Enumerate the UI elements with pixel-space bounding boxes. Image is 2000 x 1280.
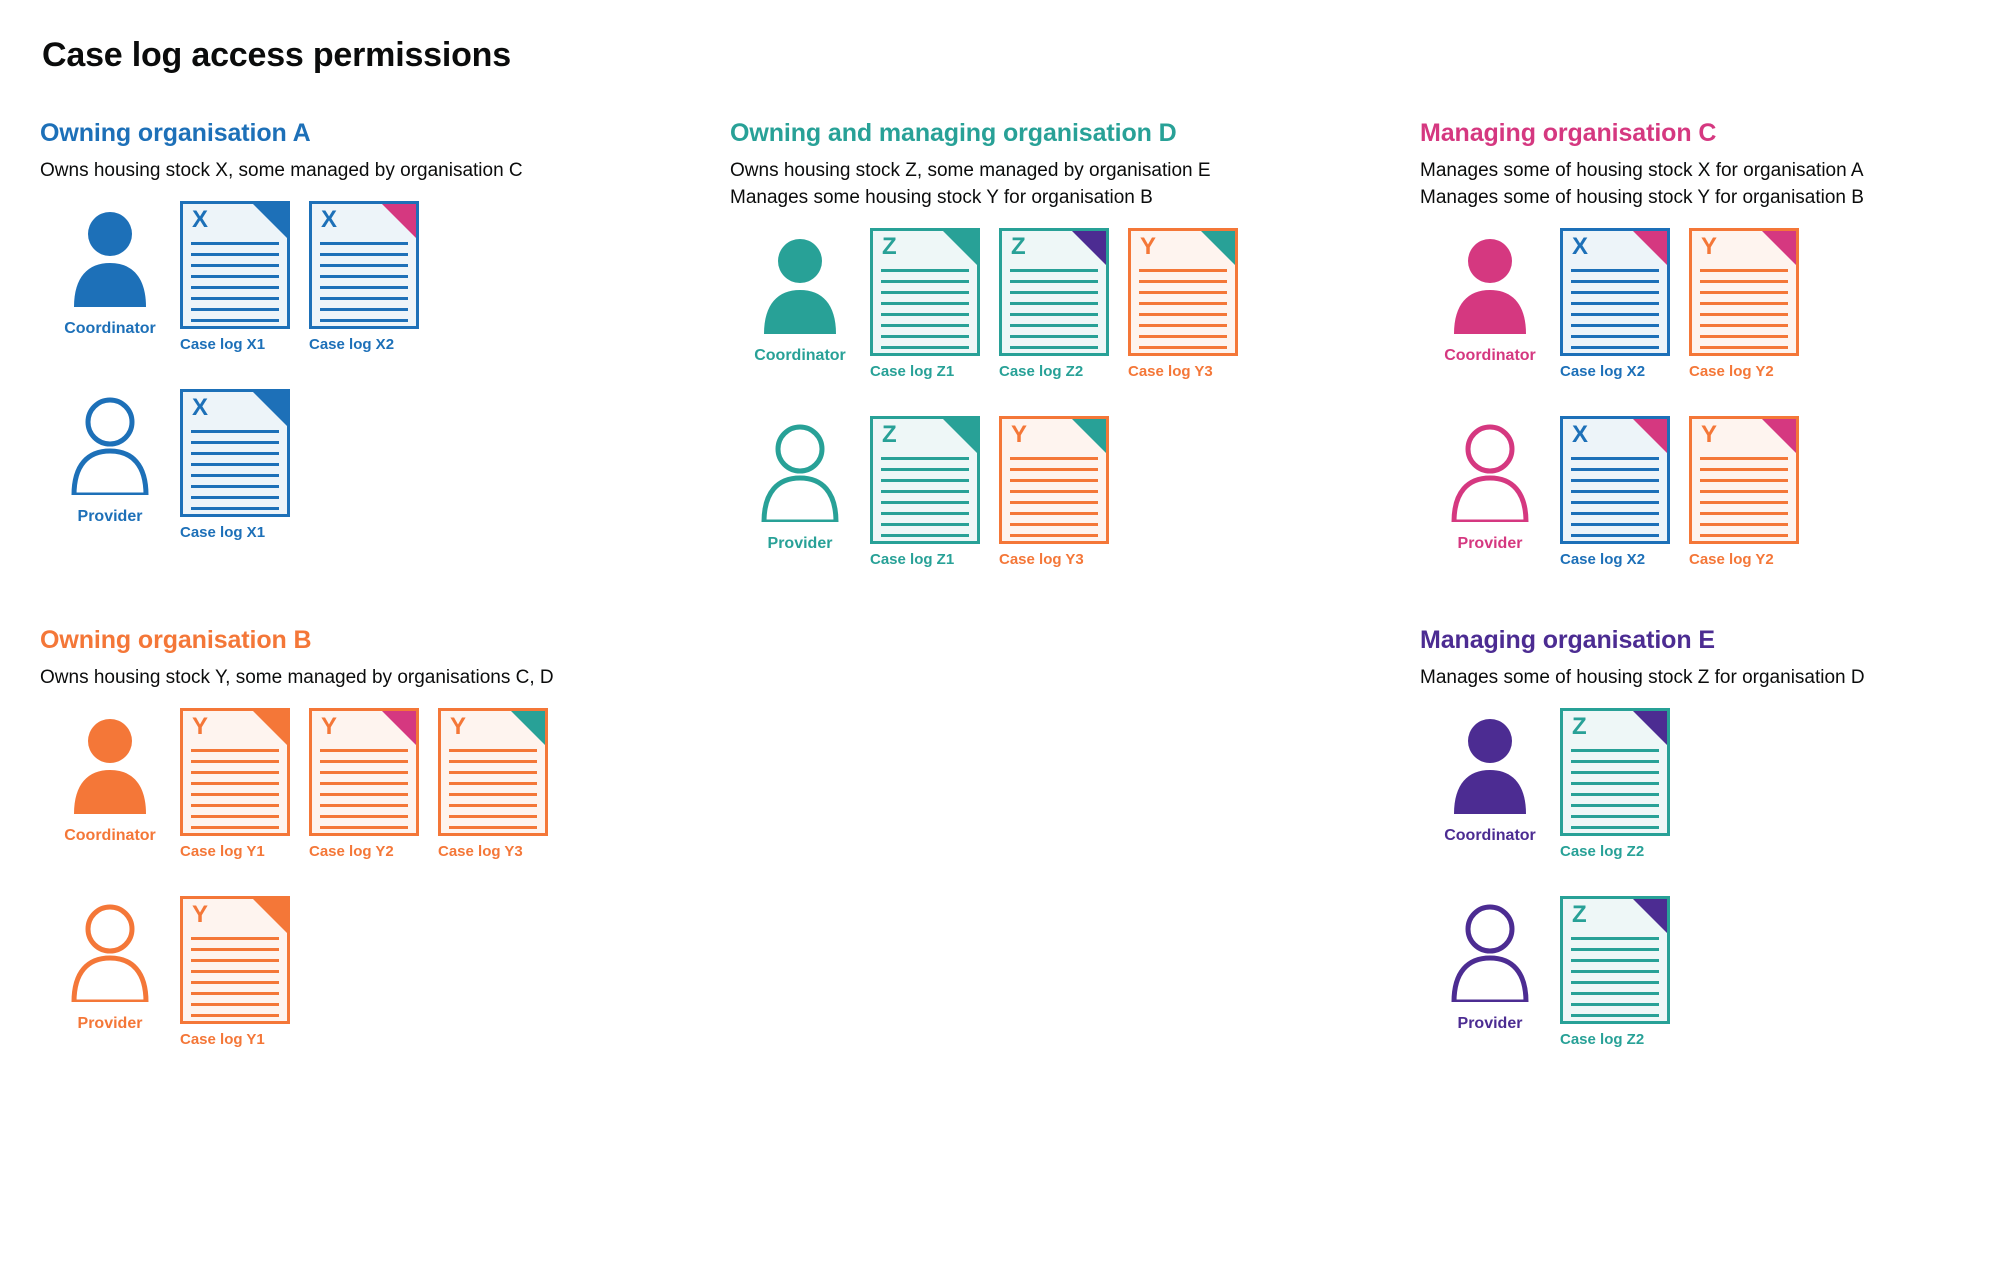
document-corner-fold-icon (1072, 419, 1106, 453)
role-label: Coordinator (1444, 346, 1536, 364)
housing-stock-letter: Z (882, 420, 897, 448)
role-label: Provider (77, 507, 143, 525)
document-text-lines (449, 749, 537, 836)
document-text-lines (1571, 749, 1659, 836)
document-text-lines (1700, 269, 1788, 356)
document-corner-fold-icon (1762, 231, 1796, 265)
housing-stock-letter: X (321, 205, 338, 233)
role-row-provider (730, 416, 1420, 568)
housing-stock-letter: X (1572, 420, 1589, 448)
document-text-lines (191, 749, 279, 836)
case-log-list (1560, 708, 1670, 860)
case-log-item[interactable] (1560, 708, 1670, 860)
panel-managing-organisation-c (1420, 119, 2000, 568)
case-log-label: Case log X2 (1560, 362, 1646, 380)
document-corner-fold-icon (253, 204, 287, 238)
role-block (40, 201, 180, 338)
role-label: Coordinator (754, 346, 846, 364)
case-log-label: Case log Y3 (438, 842, 523, 860)
panel-title: Owning organisation B (40, 625, 312, 654)
case-log-list (180, 389, 290, 541)
panel-description-line: Manages some of housing stock Z for organisation D (1420, 666, 1865, 688)
document-text-lines (320, 242, 408, 329)
case-log-document-icon (1560, 708, 1670, 836)
row-spacer (730, 380, 1420, 406)
case-log-label: Case log X1 (180, 335, 266, 353)
case-log-item[interactable] (1560, 896, 1670, 1048)
role-row-coordinator (1420, 708, 2000, 860)
panel-description-line: Manages some of housing stock Y for organisation B (1420, 186, 1864, 208)
coordinator-person-icon (758, 234, 842, 339)
coordinator-person-icon (68, 714, 152, 819)
housing-stock-letter: Y (321, 712, 338, 740)
housing-stock-letter: Z (1572, 900, 1587, 928)
panel-owning-organisation-b (40, 626, 730, 1048)
housing-stock-letter: Y (192, 712, 209, 740)
case-log-document-icon (999, 228, 1109, 356)
document-text-lines (191, 937, 279, 1024)
row-spacer (1420, 860, 2000, 886)
case-log-list (1560, 228, 1799, 380)
housing-stock-letter: Y (192, 900, 209, 928)
role-label: Provider (767, 534, 833, 552)
case-log-item[interactable] (180, 389, 290, 541)
panel-description-line: Owns housing stock Y, some managed by organisations C, D (40, 666, 554, 688)
coordinator-person-icon (68, 207, 152, 312)
case-log-list (1560, 896, 1670, 1048)
panel-description-line: Owns housing stock Z, some managed by organisation E (730, 160, 1211, 181)
housing-stock-letter: Y (1140, 232, 1157, 260)
row-spacer (40, 353, 730, 379)
housing-stock-letter: Y (1701, 420, 1718, 448)
housing-stock-letter: Y (450, 712, 467, 740)
document-corner-fold-icon (382, 204, 416, 238)
case-log-item[interactable] (999, 228, 1109, 380)
panel-description (1420, 158, 2000, 212)
document-corner-fold-icon (1201, 231, 1235, 265)
case-log-item[interactable] (180, 896, 290, 1048)
housing-stock-letter: Z (1572, 712, 1587, 740)
document-text-lines (191, 430, 279, 517)
case-log-label: Case log Z1 (870, 362, 955, 380)
panel-description-line: Manages some of housing stock X for organisation A (1420, 160, 1864, 181)
role-row-provider (1420, 416, 2000, 568)
housing-stock-letter: Y (1011, 420, 1028, 448)
page-title: Case log access permissions (42, 36, 511, 74)
case-log-label: Case log Z2 (999, 362, 1084, 380)
document-corner-fold-icon (1762, 419, 1796, 453)
document-corner-fold-icon (253, 899, 287, 933)
case-log-document-icon (180, 896, 290, 1024)
row-spacer (1420, 380, 2000, 406)
case-log-label: Case log Y2 (309, 842, 394, 860)
case-log-document-icon (1560, 416, 1670, 544)
document-text-lines (1139, 269, 1227, 356)
provider-person-icon (68, 902, 152, 1007)
case-log-list (870, 416, 1109, 568)
role-label: Coordinator (64, 319, 156, 337)
case-log-list (180, 708, 548, 860)
case-log-document-icon (180, 389, 290, 517)
housing-stock-letter: Z (1011, 232, 1026, 260)
document-corner-fold-icon (1633, 899, 1667, 933)
coordinator-person-icon (1448, 714, 1532, 819)
housing-stock-letter: Y (1701, 232, 1718, 260)
role-label: Coordinator (1444, 826, 1536, 844)
case-log-document-icon (180, 708, 290, 836)
role-block (1420, 896, 1560, 1033)
document-corner-fold-icon (1072, 231, 1106, 265)
case-log-item[interactable] (999, 416, 1109, 568)
case-log-label: Case log X1 (180, 523, 266, 541)
role-block (40, 896, 180, 1033)
document-corner-fold-icon (943, 231, 977, 265)
row-spacer (40, 860, 730, 886)
role-row-coordinator (1420, 228, 2000, 380)
case-log-item[interactable] (870, 228, 980, 380)
document-text-lines (881, 457, 969, 544)
case-log-item[interactable] (1560, 228, 1670, 380)
document-corner-fold-icon (511, 711, 545, 745)
case-log-item[interactable] (1689, 228, 1799, 380)
role-label: Provider (1457, 534, 1523, 552)
case-log-label: Case log Y3 (1128, 362, 1213, 380)
document-corner-fold-icon (253, 711, 287, 745)
case-log-document-icon (180, 201, 290, 329)
case-log-label: Case log X2 (1560, 550, 1646, 568)
case-log-item[interactable] (1560, 416, 1670, 568)
case-log-item[interactable] (309, 708, 419, 860)
case-log-list (180, 896, 290, 1048)
case-log-list (870, 228, 1238, 380)
housing-stock-letter: Z (882, 232, 897, 260)
provider-person-icon (68, 395, 152, 500)
case-log-label: Case log Y2 (1689, 550, 1774, 568)
case-log-list (1560, 416, 1799, 568)
case-log-document-icon (1689, 228, 1799, 356)
case-log-document-icon (309, 201, 419, 329)
document-corner-fold-icon (1633, 231, 1667, 265)
panel-managing-organisation-e (1420, 626, 2000, 1048)
panel-description (1420, 665, 2000, 692)
panel-title: Managing organisation C (1420, 119, 1717, 147)
document-text-lines (1010, 457, 1098, 544)
case-log-item[interactable] (870, 416, 980, 568)
case-log-document-icon (438, 708, 548, 836)
role-block (730, 416, 870, 553)
role-block (40, 389, 180, 526)
role-row-coordinator (40, 708, 730, 860)
case-log-label: Case log Y2 (1689, 362, 1774, 380)
role-block (1420, 708, 1560, 845)
housing-stock-letter: X (192, 205, 209, 233)
case-log-document-icon (870, 416, 980, 544)
panel-description-line: Owns housing stock X, some managed by organisation C (40, 160, 523, 181)
panel-title: Owning organisation A (40, 119, 311, 147)
role-block (40, 708, 180, 845)
panel-owning-organisation-a (40, 119, 730, 568)
document-corner-fold-icon (943, 419, 977, 453)
provider-person-icon (758, 422, 842, 527)
document-corner-fold-icon (382, 711, 416, 745)
case-log-item[interactable] (309, 201, 419, 353)
panel-grid (40, 119, 1960, 1048)
case-log-document-icon (1560, 228, 1670, 356)
case-log-label: Case log X2 (309, 335, 395, 353)
panel-owning-and-managing-organisation-d (730, 119, 1420, 568)
role-block (1420, 228, 1560, 365)
document-corner-fold-icon (1633, 419, 1667, 453)
document-corner-fold-icon (1633, 711, 1667, 745)
document-text-lines (1700, 457, 1788, 544)
document-text-lines (191, 242, 279, 329)
case-log-document-icon (1689, 416, 1799, 544)
housing-stock-letter: X (1572, 232, 1589, 260)
case-log-label: Case log Y3 (999, 550, 1084, 568)
case-log-label: Case log Z2 (1560, 1030, 1645, 1048)
panel-description-line: Manages some housing stock Y for organisation B (730, 186, 1153, 208)
provider-person-icon (1448, 422, 1532, 527)
case-log-document-icon (309, 708, 419, 836)
case-log-document-icon (1128, 228, 1238, 356)
panel-title: Managing organisation E (1420, 625, 1715, 654)
case-log-label: Case log Z1 (870, 550, 955, 568)
provider-person-icon (1448, 902, 1532, 1007)
role-label: Coordinator (64, 826, 156, 844)
role-row-coordinator (40, 201, 730, 353)
document-text-lines (320, 749, 408, 836)
role-label: Provider (77, 1014, 143, 1032)
case-log-item[interactable] (438, 708, 548, 860)
case-log-item[interactable] (1689, 416, 1799, 568)
case-log-item[interactable] (180, 708, 290, 860)
document-text-lines (881, 269, 969, 356)
panel-description (40, 665, 730, 692)
role-row-provider (1420, 896, 2000, 1048)
role-row-provider (40, 389, 730, 541)
document-text-lines (1571, 457, 1659, 544)
case-log-item[interactable] (1128, 228, 1238, 380)
document-text-lines (1571, 269, 1659, 356)
case-log-document-icon (870, 228, 980, 356)
role-row-provider (40, 896, 730, 1048)
case-log-document-icon (1560, 896, 1670, 1024)
housing-stock-letter: X (192, 393, 209, 421)
panel-description (730, 158, 1420, 212)
case-log-item[interactable] (180, 201, 290, 353)
coordinator-person-icon (1448, 234, 1532, 339)
document-text-lines (1010, 269, 1098, 356)
document-corner-fold-icon (253, 392, 287, 426)
role-row-coordinator (730, 228, 1420, 380)
case-log-label: Case log Y1 (180, 1030, 265, 1048)
panel-title: Owning and managing organisation D (730, 119, 1177, 147)
case-log-document-icon (999, 416, 1109, 544)
case-log-list (180, 201, 419, 353)
role-block (1420, 416, 1560, 553)
role-block (730, 228, 870, 365)
document-text-lines (1571, 937, 1659, 1024)
panel-description (40, 158, 730, 185)
role-label: Provider (1457, 1014, 1523, 1032)
case-log-label: Case log Y1 (180, 842, 265, 860)
case-log-label: Case log Z2 (1560, 842, 1645, 860)
